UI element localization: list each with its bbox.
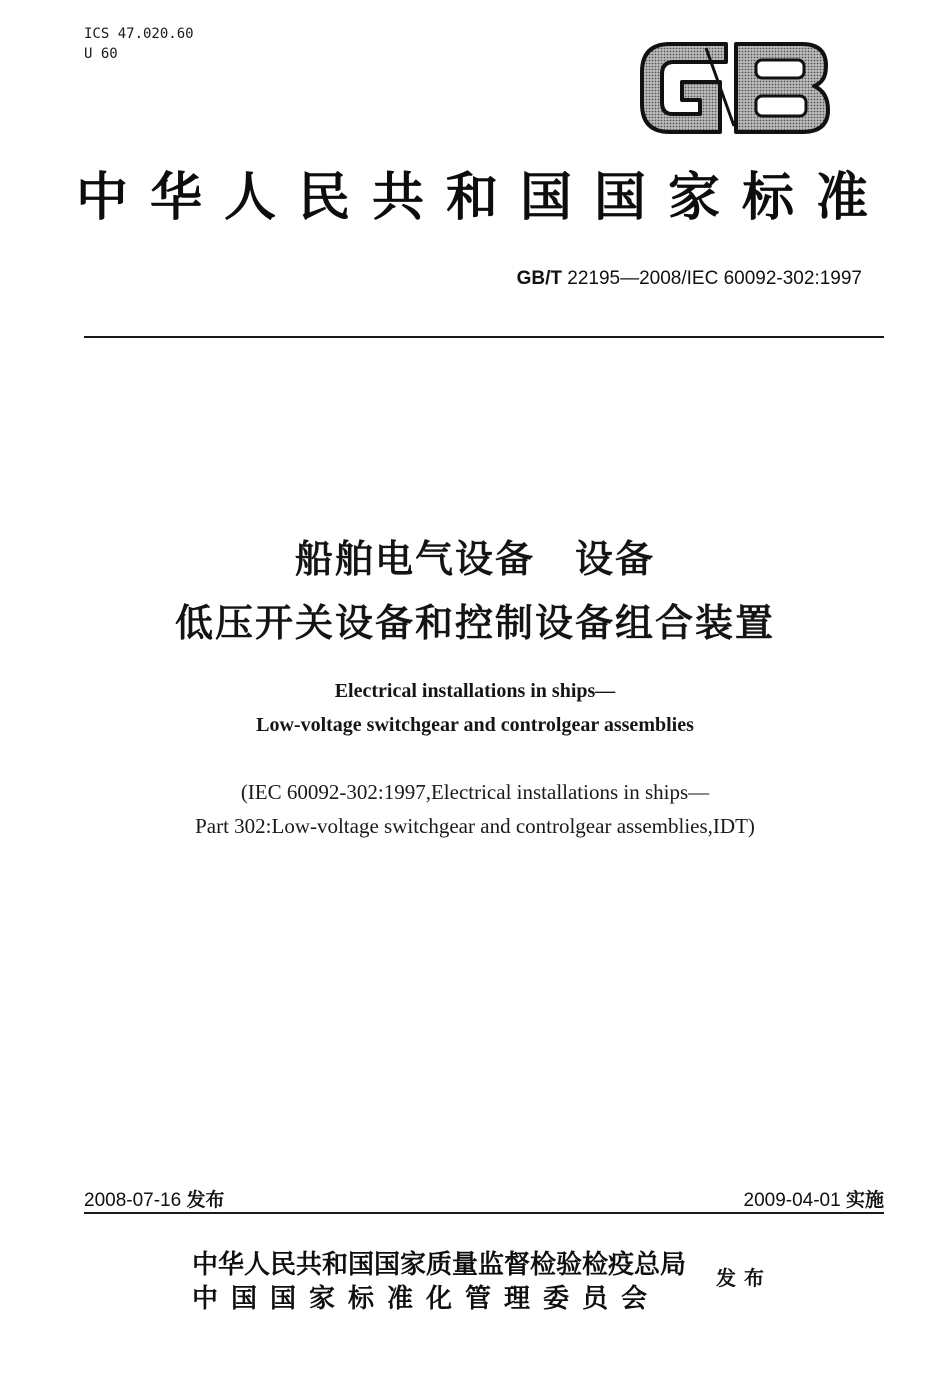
- authority-sac: 中国国家标准化管理委员会: [192, 1284, 661, 1314]
- implementation-date: [744, 1185, 885, 1212]
- classification-codes: [84, 24, 194, 64]
- title-en-line-1: Electrical installations in ships—: [334, 680, 616, 702]
- implementation-date-value: 2009-04-01: [743, 1190, 841, 1211]
- title-cn-line-1: 船舶电气设备 设备: [294, 537, 655, 581]
- standard-number-prefix: GB/T: [516, 268, 562, 289]
- authority-aqsiq: 中华人民共和国国家质量监督检验检疫总局: [192, 1250, 687, 1280]
- issue-date-label: 发布: [186, 1189, 225, 1211]
- ccs-code: U 60: [84, 46, 118, 62]
- publish-label: 发布: [716, 1266, 772, 1290]
- implementation-date-label: 实施: [845, 1189, 884, 1211]
- gb-logo: [636, 38, 832, 138]
- issue-date: [84, 1185, 225, 1212]
- gb-logo-graphic: [636, 38, 832, 138]
- iec-note-line-2: Part 302:Low-voltage switchgear and controlgear assemblies,IDT): [195, 814, 755, 838]
- national-standard-banner: 中华人民共和国国家标准: [76, 167, 891, 228]
- title-en-line-2: Low-voltage switchgear and controlgear assemblies: [256, 714, 694, 736]
- standard-number-rest: 22195—2008/IEC 60092-302:1997: [567, 268, 862, 289]
- ics-code: ICS 47.020.60: [84, 26, 194, 42]
- issue-date-value: 2008-07-16: [84, 1190, 182, 1211]
- bottom-divider: [84, 1212, 884, 1214]
- title-cn-line-2: 低压开关设备和控制设备组合装置: [174, 601, 775, 645]
- standard-number: [517, 268, 862, 290]
- top-divider: [84, 336, 884, 338]
- iec-note-line-1: (IEC 60092-302:1997,Electrical installations in ships—: [240, 780, 710, 804]
